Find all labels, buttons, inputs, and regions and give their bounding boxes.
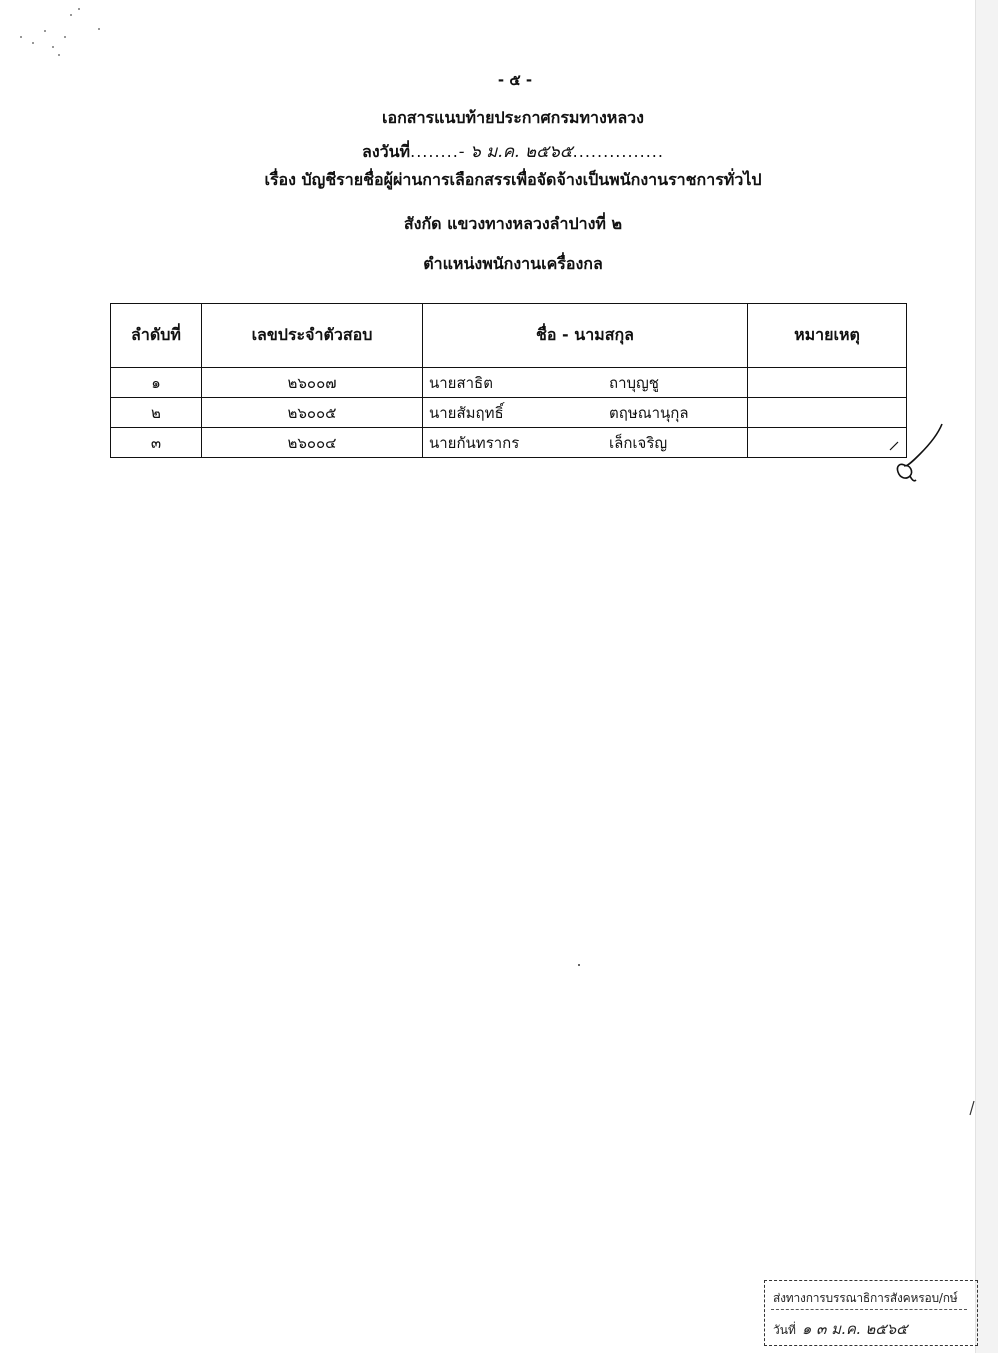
first-name: นายกันทรากร bbox=[429, 433, 520, 452]
document-title: เอกสารแนบท้ายประกาศกรมทางหลวง bbox=[382, 108, 644, 127]
scan-specks bbox=[18, 6, 118, 66]
receipt-stamp bbox=[764, 1280, 978, 1346]
table-header-row bbox=[111, 304, 907, 368]
last-name: ตฤษณานุกุล bbox=[609, 403, 689, 422]
cell-no: ๑ bbox=[111, 368, 202, 398]
pen-mark bbox=[968, 1100, 976, 1116]
cell-exam-id: ๒๖๐๐๕ bbox=[202, 398, 423, 428]
scan-dot bbox=[578, 964, 580, 966]
cell-no: ๒ bbox=[111, 398, 202, 428]
handwritten-signature bbox=[880, 420, 960, 490]
position-line: ตำแหน่งพนักงานเครื่องกล bbox=[423, 254, 603, 273]
stamp-date-value: ๑ ๓ ม.ค. ๒๕๖๕ bbox=[801, 1320, 908, 1338]
cell-no: ๓ bbox=[111, 428, 202, 458]
date-leader: ........ bbox=[410, 142, 459, 161]
stamp-divider bbox=[771, 1309, 967, 1310]
date-label: ลงวันที่ bbox=[362, 142, 411, 161]
subject-line: เรื่อง บัญชีรายชื่อผู้ผ่านการเลือกสรรเพื่อจัดจ้างเป็นพนักงานราชการทั่วไป bbox=[264, 170, 762, 189]
date-trailer: ............... bbox=[572, 142, 664, 161]
page-number: - ๕ - bbox=[497, 71, 533, 89]
date-line bbox=[0, 138, 998, 165]
col-header-exam-id: เลขประจำตัวสอบ bbox=[202, 304, 423, 368]
cell-name bbox=[423, 428, 748, 458]
col-header-note: หมายเหตุ bbox=[748, 304, 907, 368]
scan-edge bbox=[975, 0, 998, 1353]
stamp-date-label: วันที่ bbox=[773, 1323, 796, 1337]
stamp-date-line bbox=[773, 1317, 908, 1341]
col-header-no: ลำดับที่ bbox=[111, 304, 202, 368]
affiliation-line: สังกัด แขวงทางหลวงลำปางที่ ๒ bbox=[403, 214, 623, 233]
cell-exam-id: ๒๖๐๐๗ bbox=[202, 368, 423, 398]
roster-table bbox=[110, 303, 907, 458]
first-name: นายสัมฤทธิ์ bbox=[429, 403, 504, 422]
table-row bbox=[111, 368, 907, 398]
last-name: เล็กเจริญ bbox=[609, 433, 668, 452]
col-header-name: ชื่อ - นามสกุล bbox=[423, 304, 748, 368]
date-value: - ๖ ม.ค. ๒๕๖๕ bbox=[458, 142, 573, 162]
cell-name bbox=[423, 368, 748, 398]
cell-exam-id: ๒๖๐๐๔ bbox=[202, 428, 423, 458]
table-row bbox=[111, 398, 907, 428]
first-name: นายสาธิต bbox=[429, 373, 493, 392]
last-name: ถาบุญชู bbox=[609, 373, 659, 392]
table-row bbox=[111, 428, 907, 458]
stamp-title: ส่งทางการบรรณาธิการสังคหรอบ/กษ์ bbox=[773, 1291, 958, 1305]
cell-name bbox=[423, 398, 748, 428]
cell-note bbox=[748, 368, 907, 398]
